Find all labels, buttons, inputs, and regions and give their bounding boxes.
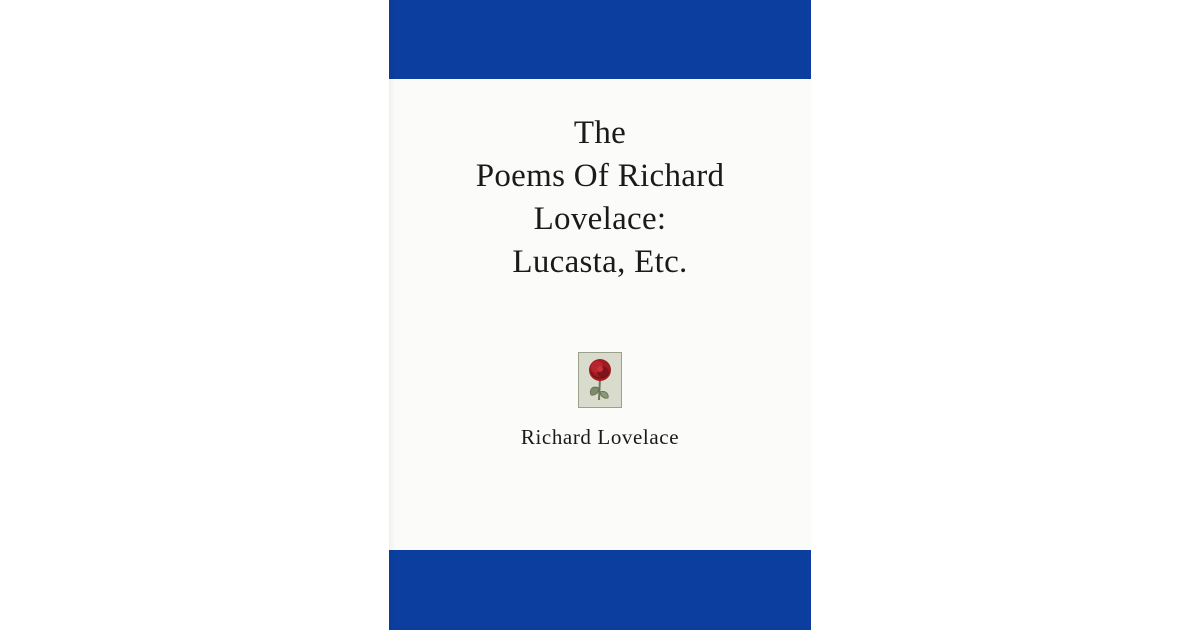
cover-top-band <box>389 0 811 79</box>
book-cover <box>389 0 811 630</box>
cover-bottom-band <box>389 550 811 630</box>
title-line-1: The <box>573 115 627 151</box>
book-title <box>389 112 811 284</box>
title-line-4: Lucasta, Etc. <box>512 244 688 280</box>
book-author: Richard Lovelace <box>520 425 680 449</box>
title-line-2: Poems Of Richard <box>475 158 725 194</box>
rose-ornament-icon <box>578 352 622 408</box>
title-line-3: Lovelace: <box>533 201 667 237</box>
